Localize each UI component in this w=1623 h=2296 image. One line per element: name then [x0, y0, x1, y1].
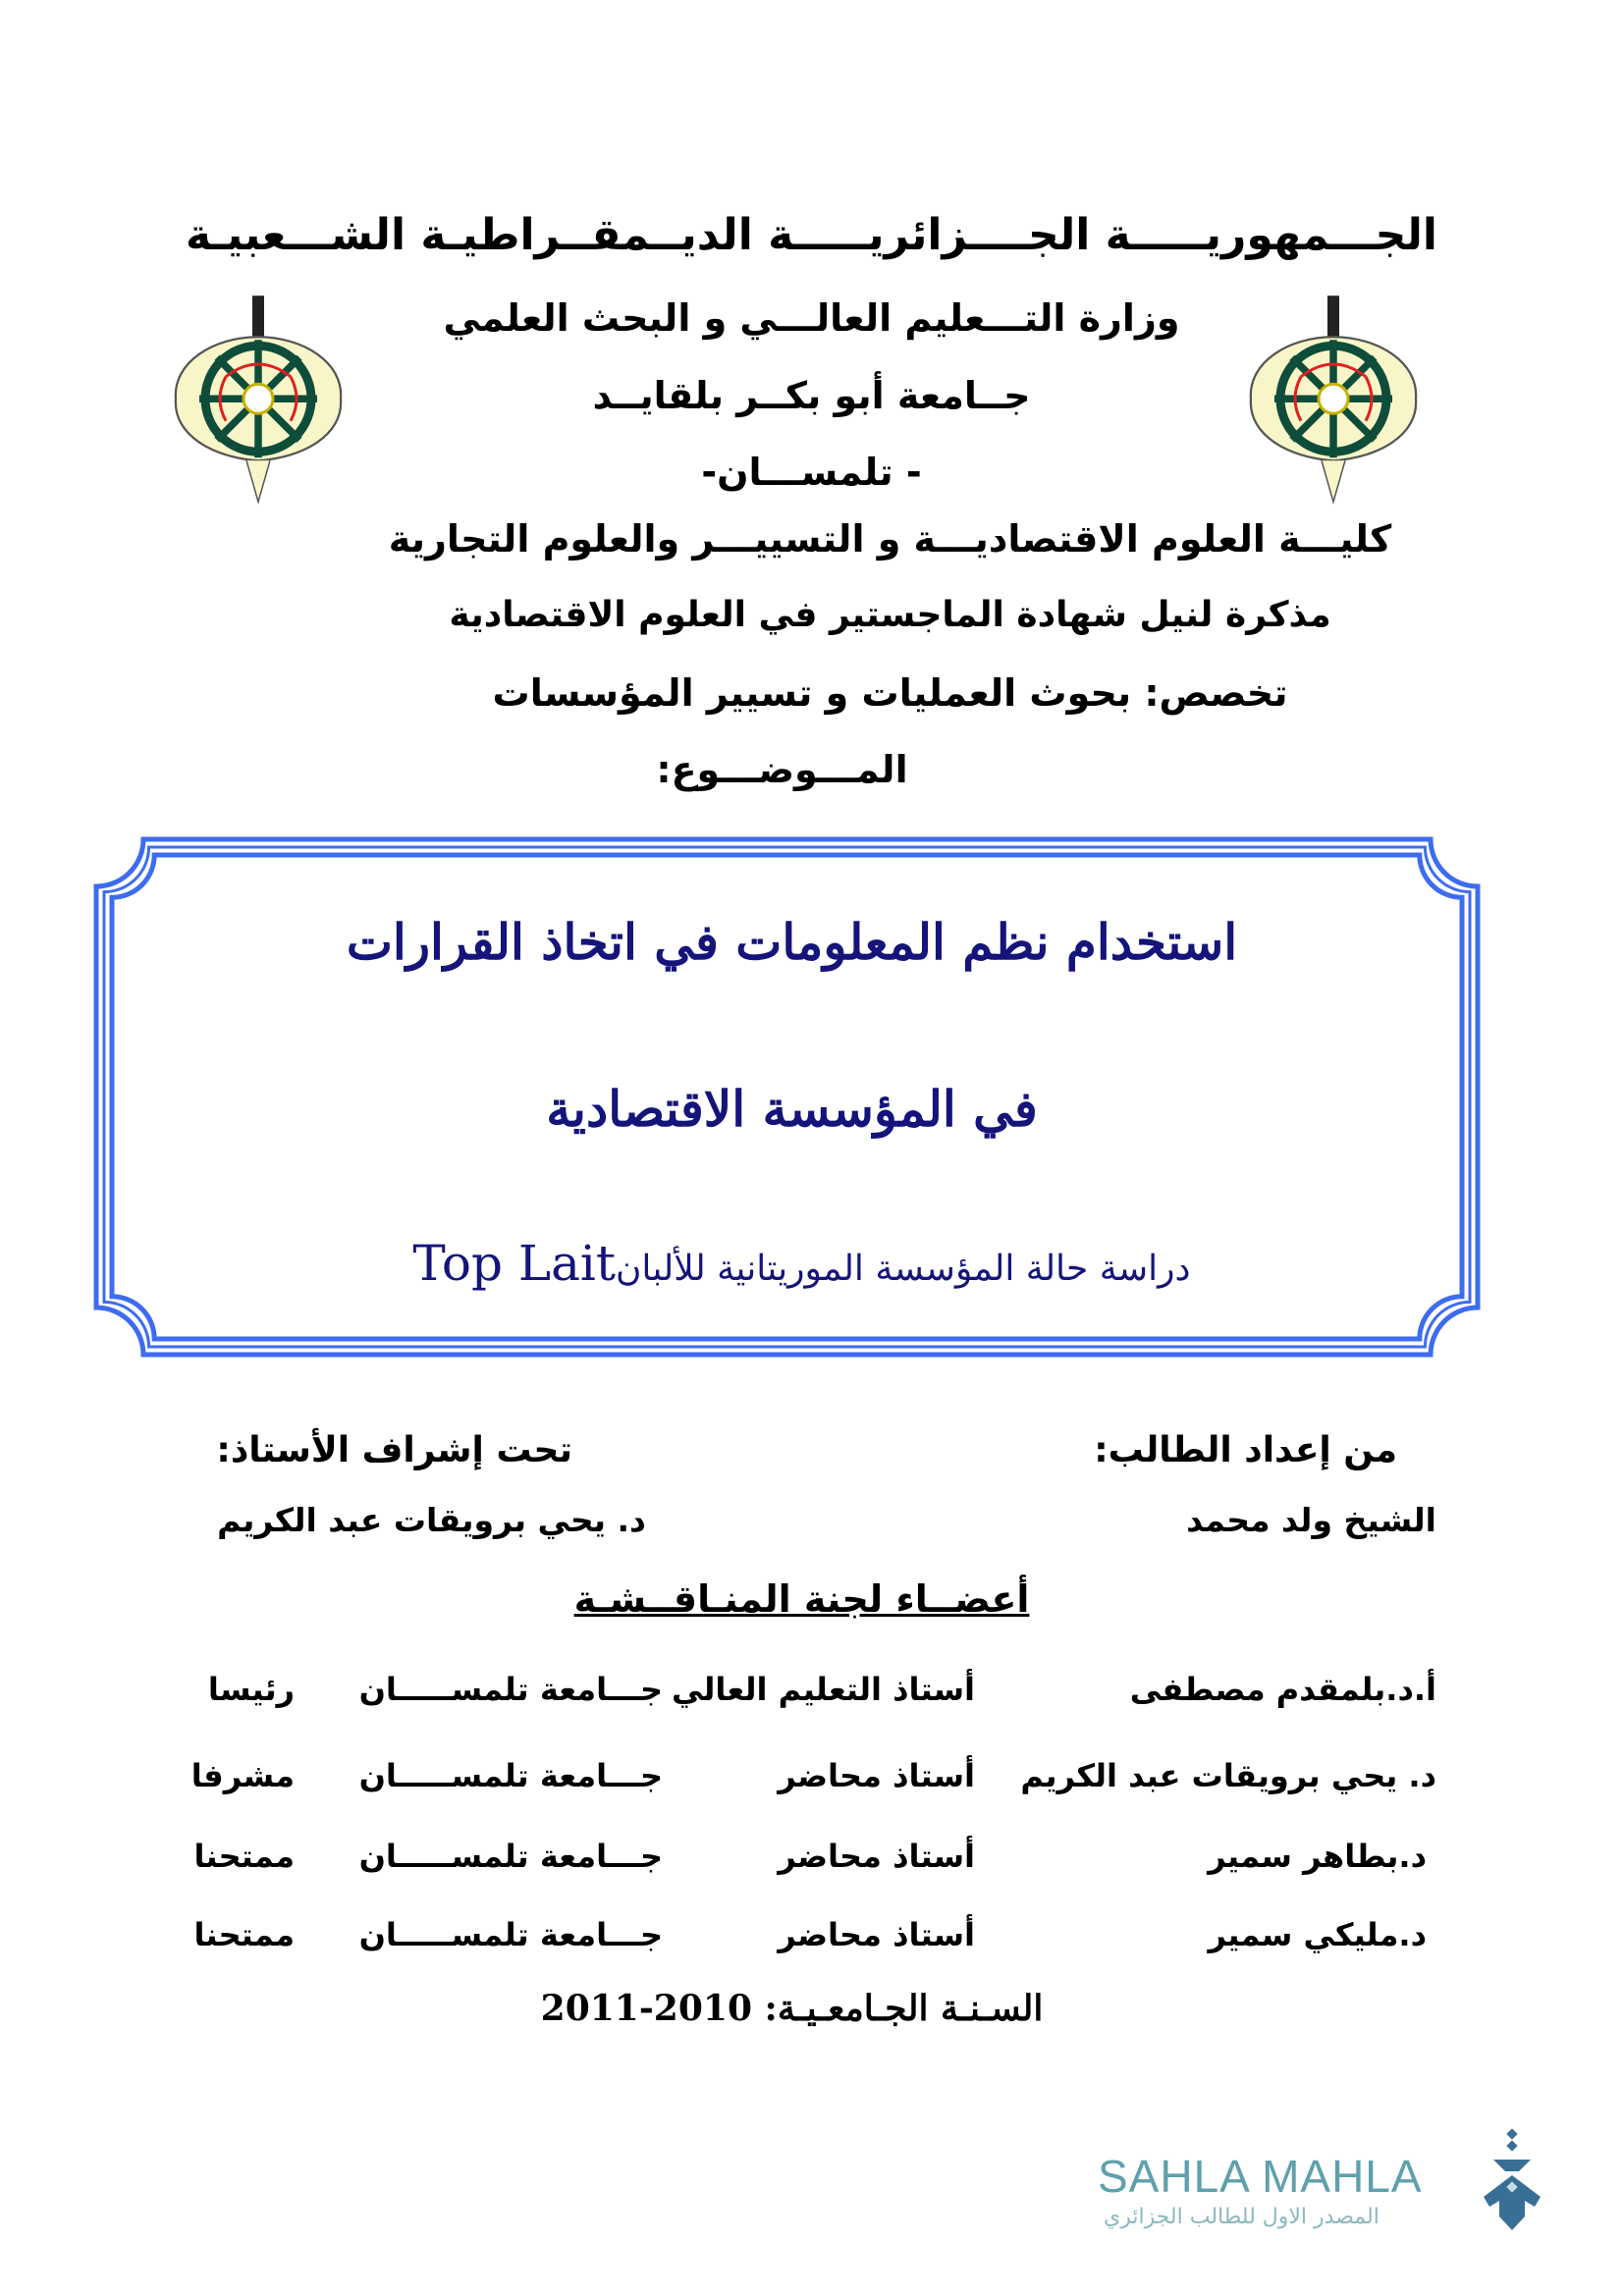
republic-heading: الجـــمهوريـــــة الجــــزائريـــــة الديــمقــراطيـة الشـــعبيـة: [186, 210, 1437, 260]
member-role: مشرفا: [190, 1757, 295, 1794]
member-university: جـــامعة تلمســـــان: [358, 1916, 663, 1953]
committee-heading: أعضــاء لجنة المنـاقــشـة: [573, 1577, 1030, 1621]
member-university: جـــامعة تلمســـــان: [358, 1838, 663, 1875]
student-label: من إعداد الطالب:: [1094, 1430, 1397, 1470]
member-university: جـــامعة تلمســـــان: [358, 1757, 663, 1794]
thesis-title-line1: استخدام نظم المعلومات في اتخاذ القرارات: [346, 913, 1238, 971]
supervisor-label: تحت إشراف الأستاذ:: [216, 1430, 572, 1470]
member-name: د. يحي برويقات عبد الكريم: [1020, 1757, 1436, 1794]
thesis-title-line2: في المؤسسة الاقتصادية: [546, 1080, 1038, 1138]
member-university: جـــامعة تلمســـــان: [358, 1671, 663, 1708]
academic-year: السـنـة الجـامعـيـة: 2010-2011: [540, 1988, 1044, 2029]
member-rank: أستاذ التعليم العالي: [672, 1671, 975, 1708]
city-heading: - تلمســـان-: [701, 451, 922, 494]
subject-label: المـــوضـــوع:: [656, 748, 908, 791]
member-role: ممتحنا: [193, 1838, 295, 1875]
member-role: رئيسا: [207, 1671, 295, 1708]
sahla-mahla-watermark: [1098, 2128, 1549, 2236]
degree-heading: مذكرة لنيل شهادة الماجستير في العلوم الاقتصادية: [449, 595, 1331, 635]
company-name: Top Lait: [412, 1235, 616, 1292]
member-role: ممتحنا: [193, 1916, 295, 1953]
watermark-name: SAHLA MAHLA: [1098, 2151, 1423, 2202]
faculty-heading: كليـــة العلوم الاقتصاديـــة و التسييـــر والعلوم التجارية: [388, 517, 1392, 561]
specialty-heading: تخصص: بحوث العمليات و تسيير المؤسسات: [492, 671, 1288, 715]
ministry-heading: وزارة التـــعليم العالـــي و البحث العلمي: [443, 296, 1180, 340]
member-name: أ.د.بلمقدم مصطفى: [1129, 1671, 1436, 1708]
student-name: الشيخ ولد محمد: [1186, 1501, 1436, 1539]
university-heading: جــامعة أبو بكــر بلقايــد: [592, 374, 1031, 417]
supervisor-name: د. يحي برويقات عبد الكريم: [217, 1501, 646, 1539]
member-rank: أستاذ محاضر: [778, 1916, 975, 1953]
case-study-line: [0, 1235, 1613, 1292]
member-rank: أستاذ محاضر: [778, 1757, 975, 1794]
watermark-tagline: المصدر الاول للطالب الجزائري: [1104, 2205, 1380, 2229]
member-rank: أستاذ محاضر: [778, 1838, 975, 1875]
member-name: د.بطاهر سمير: [1208, 1838, 1427, 1875]
member-name: د.مليكي سمير: [1208, 1916, 1427, 1953]
case-study-text: دراسة حالة المؤسسة الموريتانية للألبان: [615, 1249, 1191, 1289]
sahla-mahla-logo-icon: [1476, 2128, 1549, 2236]
